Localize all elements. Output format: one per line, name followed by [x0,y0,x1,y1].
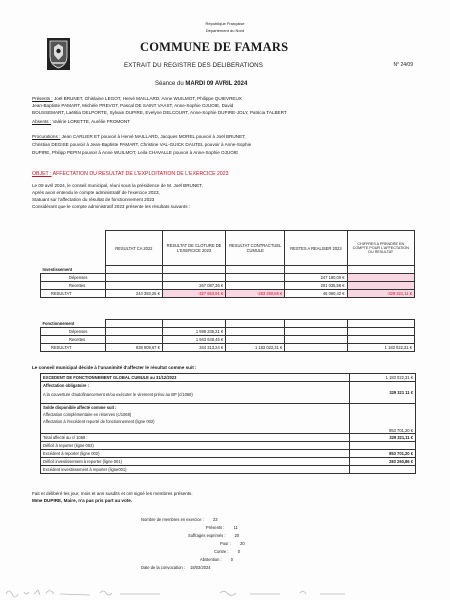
excedent-reporte-value: 853 701,20 € [350,450,416,458]
votes-exprimes [188,533,239,538]
fonct-resultat-label: RESULTAT [41,344,106,352]
presents-line-1 [32,96,242,102]
pour-label: Pour : [220,541,231,546]
membres-label: Nombre de membres en exercice : [141,517,204,522]
departement-line: Département du Nord [205,28,245,33]
votes-convocation [141,565,211,570]
section-investissement: Investissement [42,266,73,272]
decision-intro: Le conseil municipal décide à l'unanimité d'affecter le résultat comme suit : [32,365,197,370]
seance-prefix: Séance du [155,81,184,87]
excedent-reporte-label: Excédent à reporter (ligne 002) [41,450,350,458]
excedent-label: EXCEDENT DE FONCTIONNEMENT GLOBAL CUMULE au 31/12/2023 [41,374,350,382]
objet-line [32,171,229,177]
invest-resultat-cumule: -283 260,86 € [226,290,285,298]
col-header-cloture: RESULTAT DE CLOTURE DE L'EXERCICE 2023 [162,231,225,266]
votes-presents [206,525,238,530]
intro-line-1: Le 09 avril 2024, le conseil municipal, réuni sous la présidence de M. Joël BRUNET, [32,183,203,188]
votes-abstention [200,557,233,562]
convocation-value: 18/03/2024 [190,565,211,570]
solde-line-1: Affectation complémentaire en réserves (c/1068) [43,412,132,417]
seance-date: MARDI 09 AVRIL 2024 [185,81,248,87]
absents-line [32,119,130,125]
invest-recettes-label: Recettes [41,282,106,290]
objet-label: OBJET : [32,171,52,177]
col-header-cumule: RESULTAT CONTRACTUEL CUMULE [226,231,285,266]
procurations-names-2: Christian DEGISE pouvoir à Jean-Baptiste PAMART, Christine VAL-GUICK DAUTEL pouvoir à Anne-Sophie [32,142,252,147]
presents-label: Présents : [32,96,53,101]
intro-line-3: Statuant sur l'affectation du résultat de fonctionnement 2023 [32,197,155,202]
handwritten-signature-icon [0,584,450,600]
contre-label: Contre : [214,549,229,554]
presents-names-3: BOUSSEMART, Laëtitia DELPORTE, Sylvain DUPIRE, Evelyne DELCOURT, Anne-Sophie DUPIRE-JOLY, Patricia TALBERT [32,110,287,115]
solde-line-2: Affectation à l'excédent reporté de fonctionnement (ligne 002) [43,419,155,424]
closing-line-1: Fait et délibéré les jour, mois et ans susdits et ont signé les membres présents. [32,491,193,496]
fonctionnement-table [40,319,415,352]
votes-pour [220,541,245,546]
deficit-invest-label: Déficit investissement à reporter (ligne 001) [41,458,350,466]
fonct-resultat-cumule: 1 183 022,31 € [226,344,285,352]
procurations-names-1: Jean CARLIER ET pouvoir à Hervé MAILLARD, Jacques MOREL pouvoir à Joël BRUNET, [61,134,246,139]
intro-line-2: Après avoir entendu le compte administratif de l'exercice 2023, [32,190,160,195]
procurations-line-1 [32,134,246,140]
invest-depenses-label: Dépenses [41,274,106,282]
fonct-recettes-cloture: 1 943 648,45 € [162,336,225,344]
deliberation-number: N° 24/09 [393,62,413,68]
fonct-depenses-cloture: 1 599 335,21 € [162,328,225,336]
pour-value: 20 [240,541,245,546]
seance-line [155,81,247,87]
closing-line-2: Mme DUPIRE, Maire, n'a pas pris part au vote. [32,498,133,503]
col-header-final: CHIFFRES A PRENDRE EN COMPTE POUR L'AFFECTATION DU RESULTAT [347,231,414,266]
procurations-label: Procurations : [32,134,61,139]
fonct-resultat-cloture: 344 313,24 € [162,344,225,352]
col-header-ca: RESULTAT CA 2022 [105,231,162,266]
commune-title: COMMUNE DE FAMARS [140,40,289,54]
fonct-depenses-label: Dépenses [41,328,106,336]
exprimes-value: 20 [234,533,240,538]
invest-resultat-final: -329 321,11 € [347,290,414,298]
results-table [40,230,415,298]
oblig-cell [41,382,350,404]
intro-line-4: Considérant que le compte administratif 2023 présente les résultats suivants : [32,204,191,209]
votes-presents-label: Présents : [206,525,225,530]
absents-names: Valérie LORETTE, Aurélie FROMONT [52,119,130,124]
fonct-resultat-final: 1 183 022,31 € [347,344,414,352]
solde-label: Solde disponible affecté comme suit : [43,405,117,410]
oblig-detail: A la couverture d'autofinancement et/ou exécuter le virement prévu au BP (c/1068) [43,392,193,397]
extrait-title: EXTRAIT DU REGISTRE DES DELIBERATIONS [124,62,263,69]
presents-names-2: Jean-Baptiste PAMART, Michèle PREVOT, Pascal DE SAINT VAAST, Anne-Sophie OJUOIE, David [32,103,234,108]
invest-resultat-cloture: -327 653,91 € [162,290,225,298]
invest-resultat-label: RESULTAT [41,290,106,298]
republique-line: République Française [205,21,245,26]
objet-text: AFFECTATION DU RESULTAT DE L'EXPLOITATION DE L'EXERCICE 2023 [52,171,229,177]
col-header-rar: RESTES A REALISER 2023 [285,231,347,266]
total-value: 329 321,11 € [350,434,416,442]
abst-label: Abstention : [200,557,222,562]
absents-label: Absents : [32,119,52,124]
invest-resultat-rar: 46 060,42 € [285,290,347,298]
contre-value: 0 [237,549,240,554]
presents-names-1: Joël BRUNET, Ghislaine LEGOT, Hervé MAILLARD, Anne WUILMOT, Philippe QUIEVREUX [53,96,242,101]
votes-membres [141,517,218,522]
affectation-table [40,373,416,474]
fonct-resultat-ca: 838 909,67 € [105,344,162,352]
solde-cell [41,404,350,434]
invest-recettes-rar: 201 035,58 € [285,282,347,290]
abst-value: 0 [230,557,234,562]
total-label: Total affecté au c/ 1068 : [41,434,350,442]
commune-crest-icon [47,38,70,70]
exprimes-label: Suffrages exprimés : [188,533,226,538]
votes-presents-value: 11 [233,525,238,530]
membres-value: 23 [212,517,218,522]
oblig-value: 329 321 11 € [350,382,416,404]
deficit-label: Déficit à reporter (ligne 002) [41,442,350,450]
solde-value: 853 701,20 € [350,404,416,434]
invest-recettes-cloture: 267 087,35 € [162,282,225,290]
section-fonctionnement: Fonctionnement [42,320,75,326]
oblig-label: Affectation obligatoire : [43,383,89,388]
fonct-recettes-label: Recettes [41,336,106,344]
votes-contre [214,549,240,554]
convocation-label: Date de la convocation : [141,565,185,570]
excedent-value: 1 183 022,31 € [350,374,416,382]
procurations-names-3: DUPIRE, Philipp PEPIN pouvoir à Anne WUILMOT, Leila CHAVALLE pouvoir à Anne-Sophie OJUOIE [32,150,239,155]
deficit-invest-value: 283 260,86 € [350,458,416,466]
invest-depenses-rar: 247 180,00 € [285,274,347,282]
excedent-invest-label: Excédent investissement à reporter (ligne001) [41,466,350,474]
invest-resultat-ca: 244 393,25 € [105,290,162,298]
